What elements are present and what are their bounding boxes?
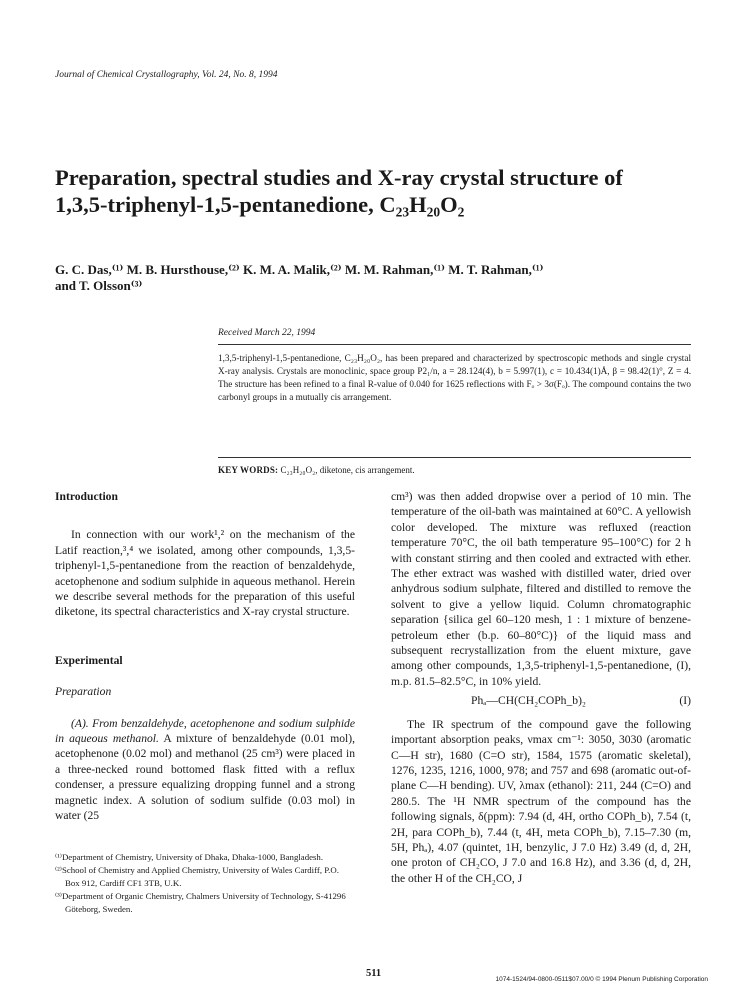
journal-citation: Journal of Chemical Crystallography, Vol. 24, No. 8, 1994 — [55, 70, 278, 80]
abstract-top-rule — [218, 344, 691, 345]
authors-line-1: G. C. Das,⁽¹⁾ M. B. Hursthouse,⁽²⁾ K. M. A. Malik,⁽²⁾ M. M. Rahman,⁽¹⁾ M. T. Rahman,⁽¹⁾ — [55, 262, 544, 277]
footnote-1: ⁽¹⁾Department of Chemistry, University of Dhaka, Dhaka-1000, Bangladesh. — [55, 852, 324, 862]
prep-a-paragraph — [55, 716, 355, 824]
keywords-label: KEY WORDS: — [218, 465, 279, 475]
synthesis-paragraph: cm³) was then added dropwise over a period of 10 min. The temperature of the oil-bath was maintained at 60°C. A yellowish color developed. The mixture was refluxed (reaction temperature 70°C, the oil bath temperature 95–100°C) for 2 h with constant stirring and then cooled and extracted with ether. The ether extract was washed with distilled water, dried over anhydrous sodium sulphate, filtered and distilled to remove the solvent to give a yellow liquid. Column chromatographic separation {silica gel 60–120 mesh, 1 : 1 mixture of benzene-petroleum ether (b.p. 60–80°C)} of the liquid mass and subsequent recrystallization from the eluent mixture, gave among other compounds, 1,3,5-triphenyl-1,5-pentanedione, (I), m.p. 81.5–82.5°C, in 10% yield. — [391, 490, 691, 688]
compound-formula-row — [391, 693, 691, 708]
authors-line-2: and T. Olsson⁽³⁾ — [55, 278, 143, 293]
copyright-line: 1074-1524/94-0800-0511$07.00/0 © 1994 Plenum Publishing Corporation — [495, 976, 708, 983]
preparation-heading: Preparation — [55, 685, 112, 699]
prep-a-text: A mixture of benzaldehyde (0.01 mol), acetophenone (0.02 mol) and methanol (25 cm³) were placed in a three-necked round bottomed flask fitted with a reflux condenser, a pressure equalizing dropping funnel and a strong magnetic index. A solution of sodium sulfide (0.03 mol) in water (25 — [55, 732, 355, 823]
article-title — [55, 164, 705, 218]
received-date: Received March 22, 1994 — [218, 328, 316, 338]
abstract-bottom-rule — [218, 457, 691, 458]
footnote-2: ⁽²⁾School of Chemistry and Applied Chemistry, University of Wales Cardiff, P.O. Box 912, Cardiff CF1 3TB, U.K. — [55, 865, 339, 888]
intro-heading: Introduction — [55, 490, 118, 503]
spectral-paragraph: The IR spectrum of the compound gave the following important absorption peaks, νmax cm⁻¹: 3050, 3030 (aromatic C—H str), 1680 (C=O str), 1584, 1575 (aromatic skeletal), 1276, 1235, 1216, 1000, 978; and 757 and 698 (aromatic out-of-plane C—H bending). UV, λmax (ethanol): 211, 244 (C=O) and 280.5. The ¹H NMR spectrum of the compound has the following signals, δ(ppm): 7.94 (d, 4H, ortho COPh_b), 7.54 (t, 2H, para COPh_b), 7.44 (t, 4H, meta COPh_b), 7.15–7.30 (m, 5H, Phₐ), 4.07 (quintet, 1H, benzylic, J 7.0 Hz) 3.49 (d, d, 2H, one proton of CH₂CO, J 7.0 and 16.8 Hz), and 3.36 (d, d, 2H, the other H of the CH₂CO, J — [391, 717, 691, 885]
keywords — [218, 465, 691, 475]
prep-a-title: (A). From benzaldehyde, acetophenone and sodium sulphide in aqueous methanol. — [55, 716, 355, 746]
footnote-3: ⁽³⁾Department of Organic Chemistry, Chalmers University of Technology, S-41296 Göteborg, Sweden. — [55, 891, 346, 914]
title-line-2: 1,3,5-triphenyl-1,5-pentanedione, C₂₃H₂₀O₂ — [55, 192, 465, 217]
title-line-1: Preparation, spectral studies and X-ray crystal structure of — [55, 165, 623, 190]
left-column — [55, 489, 355, 824]
compound-formula: Phₐ—CH(CH₂COPh_b)₂ — [471, 694, 586, 708]
page-number: 511 — [366, 968, 382, 979]
author-list — [55, 262, 715, 294]
compound-label: (I) — [679, 694, 691, 708]
footnotes — [55, 851, 355, 916]
right-column — [391, 489, 691, 886]
experimental-heading: Experimental — [55, 653, 123, 667]
intro-paragraph: In connection with our work¹,² on the mechanism of the Latif reaction,³,⁴ we isolated, among other compounds, 1,3,5-triphenyl-1,5-pentanedione from the reaction of benzaldehyde, acetophenone and sodium sulphide in aqueous methanol. Herein we describe several methods for the preparation of this useful diketone, its spectral characteristics and X-ray crystal structure. — [55, 528, 355, 619]
abstract: 1,3,5-triphenyl-1,5-pentanedione, C₂₃H₂₀O₂, has been prepared and characterized by spectroscopic methods and single crystal X-ray analysis. Crystals are monoclinic, space group P2₁/n, a = 28.124(4), b = 5.997(1), c = 10.434(1)Å, β = 98.42(1)°, Z = 4. The structure has been refined to a final R-value of 0.040 for 1625 reflections with Fₒ > 3σ(Fₒ). The compound contains the two carbonyl groups in a mutually cis arrangement. — [218, 353, 691, 403]
keywords-text: C₂₃H₂₀O₂, diketone, cis arrangement. — [280, 465, 415, 475]
